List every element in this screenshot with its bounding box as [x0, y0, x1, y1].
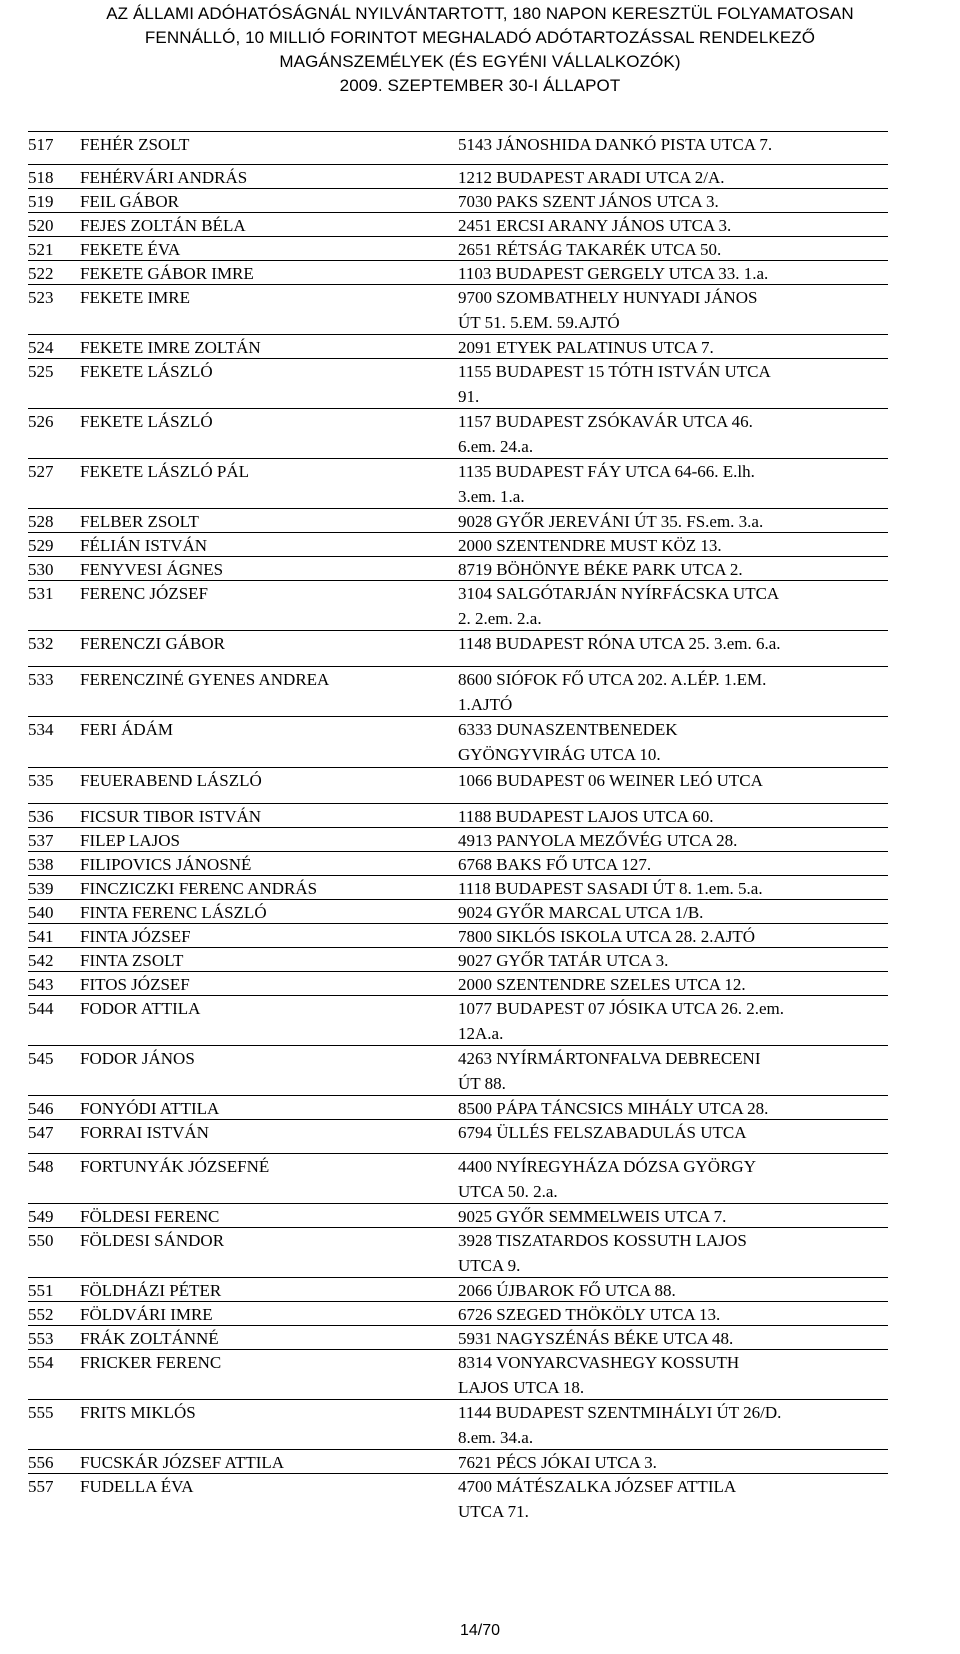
- taxpayer-address: [458, 1450, 888, 1475]
- taxpayer-address: [458, 1154, 888, 1204]
- row-number: 520: [28, 216, 54, 235]
- address-line: 1118 BUDAPEST SASADI ÚT 8. 1.em. 5.a.: [458, 879, 763, 898]
- taxpayer-address: [458, 1474, 888, 1524]
- row-number: 555: [28, 1403, 54, 1422]
- taxpayer-address: [458, 409, 888, 459]
- taxpayer-name: FONYÓDI ATTILA: [80, 1099, 220, 1118]
- address-line: 7030 PAKS SZENT JÁNOS UTCA 3.: [458, 192, 719, 211]
- taxpayer-name: FÖLDESI FERENC: [80, 1207, 220, 1226]
- taxpayer-address: [458, 631, 888, 656]
- address-line: 5143 JÁNOSHIDA DANKÓ PISTA UTCA 7.: [458, 135, 773, 154]
- row-number: 525: [28, 362, 54, 381]
- taxpayer-name: FEHÉRVÁRI ANDRÁS: [80, 168, 248, 187]
- taxpayer-address: [458, 924, 888, 949]
- taxpayer-name: FILIPOVICS JÁNOSNÉ: [80, 855, 252, 874]
- table-row: [28, 164, 888, 190]
- taxpayer-address: [458, 165, 888, 190]
- address-line: 4263 NYÍRMÁRTONFALVA DEBRECENI: [458, 1049, 761, 1068]
- taxpayer-address: [458, 828, 888, 853]
- row-number: 549: [28, 1207, 54, 1226]
- taxpayer-name: FITOS JÓZSEF: [80, 975, 190, 994]
- table-row: [28, 971, 888, 997]
- address-line: 1212 BUDAPEST ARADI UTCA 2/A.: [458, 168, 725, 187]
- taxpayer-address: [458, 1278, 888, 1303]
- taxpayer-address: [458, 768, 888, 793]
- taxpayer-name: FEJES ZOLTÁN BÉLA: [80, 216, 246, 235]
- taxpayer-name: FEKETE LÁSZLÓ PÁL: [80, 462, 250, 481]
- taxpayer-address: [458, 1120, 888, 1145]
- address-line: 8500 PÁPA TÁNCSICS MIHÁLY UTCA 28.: [458, 1099, 769, 1118]
- address-line: 1077 BUDAPEST 07 JÓSIKA UTCA 26. 2.em.: [458, 999, 785, 1018]
- table-row: [28, 995, 888, 1046]
- address-line: UTCA 9.: [458, 1256, 521, 1275]
- taxpayer-name: FEKETE IMRE: [80, 288, 191, 307]
- address-line: 9028 GYŐR JEREVÁNI ÚT 35. FS.em. 3.a.: [458, 512, 764, 531]
- taxpayer-address: [458, 1096, 888, 1121]
- table-row: [28, 1227, 888, 1278]
- table-row: [28, 827, 888, 853]
- address-line: 2066 ÚJBAROK FŐ UTCA 88.: [458, 1281, 676, 1300]
- table-row: [28, 899, 888, 925]
- row-number: 542: [28, 951, 54, 970]
- taxpayer-name: FEKETE IMRE ZOLTÁN: [80, 338, 261, 357]
- address-line: 4400 NYÍREGYHÁZA DÓZSA GYÖRGY: [458, 1157, 756, 1176]
- row-number: 547: [28, 1123, 54, 1142]
- table-row: [28, 458, 888, 509]
- row-number: 548: [28, 1157, 54, 1176]
- row-number: 545: [28, 1049, 54, 1068]
- address-line: 3104 SALGÓTARJÁN NYÍRFÁCSKA UTCA: [458, 584, 780, 603]
- row-number: 541: [28, 927, 54, 946]
- row-number: 536: [28, 807, 54, 826]
- taxpayer-name: FEHÉR ZSOLT: [80, 135, 190, 154]
- title-line-3: MAGÁNSZEMÉLYEK (ÉS EGYÉNI VÁLLALKOZÓK): [279, 52, 681, 71]
- taxpayer-name: FERENCZI GÁBOR: [80, 634, 225, 653]
- address-line: 1155 BUDAPEST 15 TÓTH ISTVÁN UTCA: [458, 362, 771, 381]
- address-line: 8314 VONYARCVASHEGY KOSSUTH: [458, 1353, 740, 1372]
- address-line: 9025 GYŐR SEMMELWEIS UTCA 7.: [458, 1207, 727, 1226]
- taxpayer-name: FINTA ZSOLT: [80, 951, 184, 970]
- taxpayer-name: FERI ÁDÁM: [80, 720, 174, 739]
- taxpayer-name: FODOR ATTILA: [80, 999, 201, 1018]
- address-line: ÚT 88.: [458, 1074, 506, 1093]
- table-row: [28, 408, 888, 459]
- address-line: 1.AJTÓ: [458, 695, 513, 714]
- taxpayer-address: [458, 1046, 888, 1096]
- address-line: 1157 BUDAPEST ZSÓKAVÁR UTCA 46.: [458, 412, 753, 431]
- table-row: [28, 358, 888, 409]
- taxpayer-name: FEUERABEND LÁSZLÓ: [80, 771, 262, 790]
- taxpayer-name: FRICKER FERENC: [80, 1353, 222, 1372]
- taxpayer-name: FELBER ZSOLT: [80, 512, 199, 531]
- row-number: 540: [28, 903, 54, 922]
- page-number: 14/70: [459, 1622, 501, 1639]
- table-row: [28, 1095, 888, 1121]
- table-row: [28, 716, 888, 767]
- taxpayer-name: FÖLDHÁZI PÉTER: [80, 1281, 222, 1300]
- taxpayer-address: [458, 804, 888, 829]
- taxpayer-name: FRÁK ZOLTÁNNÉ: [80, 1329, 219, 1348]
- taxpayer-address: [458, 213, 888, 238]
- row-number: 534: [28, 720, 54, 739]
- taxpayer-address: [458, 261, 888, 286]
- row-number: 557: [28, 1477, 54, 1496]
- address-line: 9027 GYŐR TATÁR UTCA 3.: [458, 951, 669, 970]
- table-row: [28, 1473, 888, 1524]
- address-line: GYÖNGYVIRÁG UTCA 10.: [458, 745, 661, 764]
- address-line: LAJOS UTCA 18.: [458, 1378, 585, 1397]
- address-line: 1144 BUDAPEST SZENTMIHÁLYI ÚT 26/D.: [458, 1403, 782, 1422]
- taxpayer-address: [458, 1400, 888, 1450]
- taxpayer-address: [458, 900, 888, 925]
- taxpayer-name: FEIL GÁBOR: [80, 192, 180, 211]
- taxpayer-name: FEKETE LÁSZLÓ: [80, 412, 213, 431]
- row-number: 530: [28, 560, 54, 579]
- taxpayer-address: [458, 1204, 888, 1229]
- taxpayer-name: FÖLDESI SÁNDOR: [80, 1231, 225, 1250]
- table-row: [28, 875, 888, 901]
- table-row: [28, 1301, 888, 1327]
- address-line: 2451 ERCSI ARANY JÁNOS UTCA 3.: [458, 216, 732, 235]
- row-number: 537: [28, 831, 54, 850]
- row-number: 554: [28, 1353, 54, 1372]
- taxpayer-name: FINTA JÓZSEF: [80, 927, 191, 946]
- row-number: 556: [28, 1453, 54, 1472]
- taxpayer-name: FORTUNYÁK JÓZSEFNÉ: [80, 1157, 270, 1176]
- row-number: 528: [28, 512, 54, 531]
- taxpayer-address: [458, 509, 888, 534]
- taxpayer-address: [458, 359, 888, 409]
- row-number: 551: [28, 1281, 54, 1300]
- address-line: 2000 SZENTENDRE SZELES UTCA 12.: [458, 975, 746, 994]
- taxpayer-name: FICSUR TIBOR ISTVÁN: [80, 807, 262, 826]
- address-line: 2091 ETYEK PALATINUS UTCA 7.: [458, 338, 714, 357]
- taxpayer-name: FODOR JÁNOS: [80, 1049, 195, 1068]
- taxpayer-address: [458, 285, 888, 335]
- title-line-4: 2009. SZEPTEMBER 30-I ÁLLAPOT: [339, 76, 621, 95]
- table-row: [28, 851, 888, 877]
- table-row: [28, 131, 888, 157]
- taxpayer-address: [458, 948, 888, 973]
- table-row: [28, 666, 888, 717]
- address-line: 1148 BUDAPEST RÓNA UTCA 25. 3.em. 6.a.: [458, 634, 781, 653]
- table-row: [28, 630, 888, 656]
- row-number: 527: [28, 462, 54, 481]
- taxpayer-address: [458, 533, 888, 558]
- address-line: 8.em. 34.a.: [458, 1428, 534, 1447]
- taxpayer-name: FRITS MIKLÓS: [80, 1403, 196, 1422]
- table-row: [28, 334, 888, 360]
- address-line: 6726 SZEGED THÖKÖLY UTCA 13.: [458, 1305, 721, 1324]
- taxpayer-name: FÉLIÁN ISTVÁN: [80, 536, 208, 555]
- address-line: 91.: [458, 387, 480, 406]
- address-line: 7800 SIKLÓS ISKOLA UTCA 28. 2.AJTÓ: [458, 927, 756, 946]
- table-row: [28, 1277, 888, 1303]
- address-line: ÚT 51. 5.EM. 59.AJTÓ: [458, 313, 620, 332]
- address-line: 6333 DUNASZENTBENEDEK: [458, 720, 678, 739]
- taxpayer-address: [458, 1326, 888, 1351]
- address-line: 6768 BAKS FŐ UTCA 127.: [458, 855, 652, 874]
- address-line: 7621 PÉCS JÓKAI UTCA 3.: [458, 1453, 657, 1472]
- table-row: [28, 1153, 888, 1204]
- taxpayer-address: [458, 717, 888, 767]
- row-number: 518: [28, 168, 54, 187]
- row-number: 538: [28, 855, 54, 874]
- row-number: 526: [28, 412, 54, 431]
- row-number: 544: [28, 999, 54, 1018]
- row-number: 521: [28, 240, 54, 259]
- table-row: [28, 1449, 888, 1475]
- taxpayer-address: [458, 852, 888, 877]
- table-row: [28, 260, 888, 286]
- address-line: 12A.a.: [458, 1024, 504, 1043]
- address-line: 3.em. 1.a.: [458, 487, 525, 506]
- row-number: 522: [28, 264, 54, 283]
- table-row: [28, 508, 888, 534]
- taxpayer-name: FINCZICZKI FERENC ANDRÁS: [80, 879, 318, 898]
- row-number: 523: [28, 288, 54, 307]
- row-number: 519: [28, 192, 54, 211]
- table-row: [28, 580, 888, 631]
- taxpayer-address: [458, 557, 888, 582]
- address-line: 8719 BÖHÖNYE BÉKE PARK UTCA 2.: [458, 560, 743, 579]
- table-row: [28, 556, 888, 582]
- address-line: 4913 PANYOLA MEZŐVÉG UTCA 28.: [458, 831, 738, 850]
- address-line: 9700 SZOMBATHELY HUNYADI JÁNOS: [458, 288, 758, 307]
- address-line: 4700 MÁTÉSZALKA JÓZSEF ATTILA: [458, 1477, 737, 1496]
- table-row: [28, 1119, 888, 1145]
- taxpayer-name: FUDELLA ÉVA: [80, 1477, 194, 1496]
- taxpayer-address: [458, 667, 888, 717]
- taxpayer-address: [458, 876, 888, 901]
- row-number: 553: [28, 1329, 54, 1348]
- address-line: 3928 TISZATARDOS KOSSUTH LAJOS: [458, 1231, 747, 1250]
- row-number: 546: [28, 1099, 54, 1118]
- title-line-2: FENNÁLLÓ, 10 MILLIÓ FORINTOT MEGHALADÓ ADÓTARTOZÁSSAL RENDELKEZŐ: [144, 28, 816, 47]
- table-row: [28, 923, 888, 949]
- taxpayer-address: [458, 132, 888, 157]
- row-number: 550: [28, 1231, 54, 1250]
- row-number: 552: [28, 1305, 54, 1324]
- table-row: [28, 947, 888, 973]
- table-row: [28, 1399, 888, 1450]
- taxpayer-name: FENYVESI ÁGNES: [80, 560, 224, 579]
- table-row: [28, 212, 888, 238]
- address-line: 2000 SZENTENDRE MUST KÖZ 13.: [458, 536, 722, 555]
- taxpayer-address: [458, 1228, 888, 1278]
- taxpayer-address: [458, 237, 888, 262]
- taxpayer-name: FUCSKÁR JÓZSEF ATTILA: [80, 1453, 285, 1472]
- page-title: [0, 2, 960, 98]
- address-line: 2. 2.em. 2.a.: [458, 609, 542, 628]
- taxpayer-address: [458, 1302, 888, 1327]
- taxpayer-name: FEKETE ÉVA: [80, 240, 181, 259]
- table-row: [28, 767, 888, 793]
- address-line: 1188 BUDAPEST LAJOS UTCA 60.: [458, 807, 714, 826]
- table-row: [28, 1203, 888, 1229]
- table-row: [28, 1325, 888, 1351]
- address-line: 8600 SIÓFOK FŐ UTCA 202. A.LÉP. 1.EM.: [458, 670, 767, 689]
- address-line: UTCA 71.: [458, 1502, 529, 1521]
- taxpayer-name: FILEP LAJOS: [80, 831, 180, 850]
- address-line: 6.em. 24.a.: [458, 437, 534, 456]
- taxpayer-name: FERENCZINÉ GYENES ANDREA: [80, 670, 330, 689]
- taxpayer-address: [458, 189, 888, 214]
- taxpayer-name: FERENC JÓZSEF: [80, 584, 208, 603]
- taxpayer-name: FORRAI ISTVÁN: [80, 1123, 209, 1142]
- taxpayer-address: [458, 581, 888, 631]
- taxpayer-name: FÖLDVÁRI IMRE: [80, 1305, 213, 1324]
- taxpayer-name: FINTA FERENC LÁSZLÓ: [80, 903, 267, 922]
- taxpayer-name: FEKETE GÁBOR IMRE: [80, 264, 254, 283]
- table-row: [28, 1349, 888, 1400]
- address-line: 2651 RÉTSÁG TAKARÉK UTCA 50.: [458, 240, 722, 259]
- address-line: 9024 GYŐR MARCAL UTCA 1/B.: [458, 903, 704, 922]
- taxpayer-address: [458, 996, 888, 1046]
- taxpayer-address: [458, 1350, 888, 1400]
- taxpayer-address: [458, 459, 888, 509]
- row-number: 535: [28, 771, 54, 790]
- table-row: [28, 236, 888, 262]
- row-number: 524: [28, 338, 54, 357]
- address-line: 1066 BUDAPEST 06 WEINER LEÓ UTCA: [458, 771, 763, 790]
- table-row: [28, 188, 888, 214]
- table-row: [28, 803, 888, 829]
- address-line: UTCA 50. 2.a.: [458, 1182, 558, 1201]
- table-row: [28, 1045, 888, 1096]
- table-row: [28, 284, 888, 335]
- row-number: 531: [28, 584, 54, 603]
- row-number: 529: [28, 536, 54, 555]
- row-number: 539: [28, 879, 54, 898]
- address-line: 1135 BUDAPEST FÁY UTCA 64-66. E.lh.: [458, 462, 755, 481]
- address-line: 6794 ÜLLÉS FELSZABADULÁS UTCA: [458, 1123, 747, 1142]
- title-line-1: AZ ÁLLAMI ADÓHATÓSÁGNÁL NYILVÁNTARTOTT, 180 NAPON KERESZTÜL FOLYAMATOSAN: [106, 4, 854, 23]
- taxpayer-address: [458, 972, 888, 997]
- row-number: 532: [28, 634, 54, 653]
- taxpayer-name: FEKETE LÁSZLÓ: [80, 362, 213, 381]
- row-number: 517: [28, 135, 54, 154]
- row-number: 543: [28, 975, 54, 994]
- taxpayer-address: [458, 335, 888, 360]
- address-line: 1103 BUDAPEST GERGELY UTCA 33. 1.a.: [458, 264, 769, 283]
- row-number: 533: [28, 670, 54, 689]
- table-row: [28, 532, 888, 558]
- address-line: 5931 NAGYSZÉNÁS BÉKE UTCA 48.: [458, 1329, 734, 1348]
